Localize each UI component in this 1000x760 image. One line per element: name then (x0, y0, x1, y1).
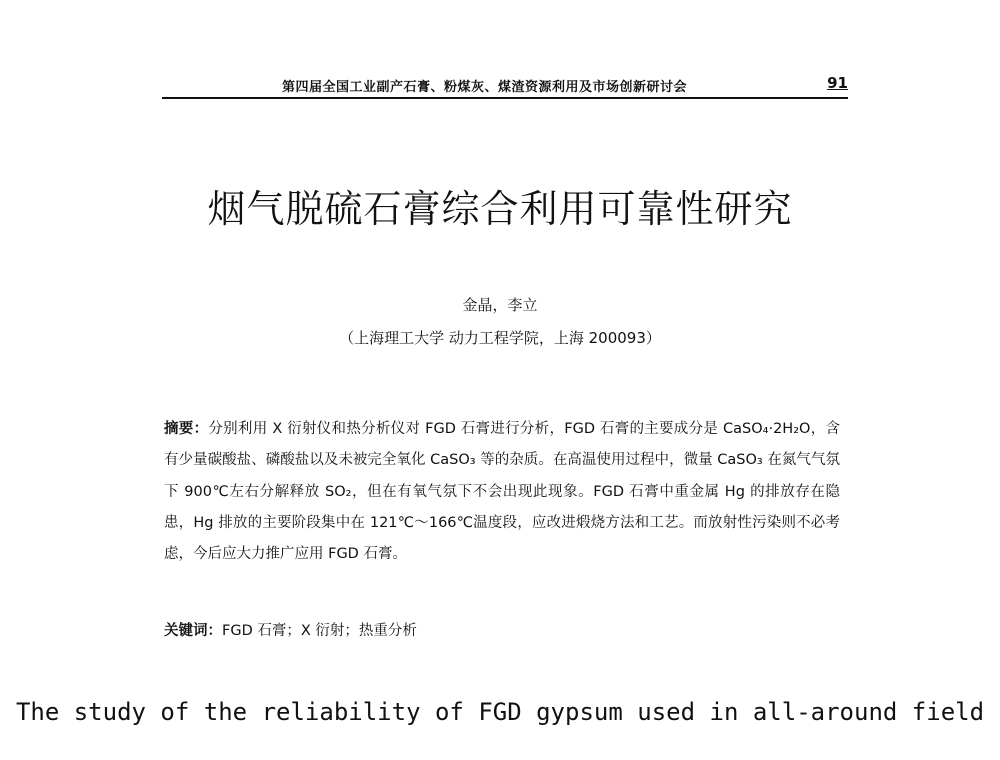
paper-title: 烟气脱硫石膏综合利用可靠性研究 (207, 187, 793, 231)
abstract-text: 分别利用 X 衍射仪和热分析仪对 FGD 石膏进行分析，FGD 石膏的主要成分是 CaSO₄·2H₂O，含有少量碳酸盐、磷酸盐以及未被完全氧化 CaSO₃ 等的杂质。在高温使用过程中，微量 CaSO₃ 在氮气气氛下 900℃左右分解释放 SO₂，但在有氧气氛下不会出现此现象。FGD 石膏中重金属 Hg 的排放存在隐患，Hg 排放的主要阶段集中在 121℃～166℃温度段，应改进煅烧方法和工艺。而放射性污染则不必考虑，今后应大力推广应用 FGD 石膏。 (164, 421, 840, 563)
keywords (164, 619, 840, 640)
english-title: The study of the reliability of FGD gypsum used in all-around field (15, 698, 985, 726)
keywords-text: FGD 石膏；X 衍射；热重分析 (222, 623, 417, 639)
abstract-label: 摘要： (164, 421, 209, 437)
authors: 金晶，李立 (462, 296, 538, 314)
keywords-label: 关键词： (164, 623, 222, 639)
conference-name: 第四届全国工业副产石膏、粉煤灰、煤渣资源利用及市场创新研讨会 (282, 80, 688, 95)
abstract (164, 414, 840, 570)
affiliation: （上海理工大学 动力工程学院，上海 200093） (339, 329, 661, 347)
running-header (162, 70, 848, 99)
page-number: 91 (827, 74, 848, 92)
